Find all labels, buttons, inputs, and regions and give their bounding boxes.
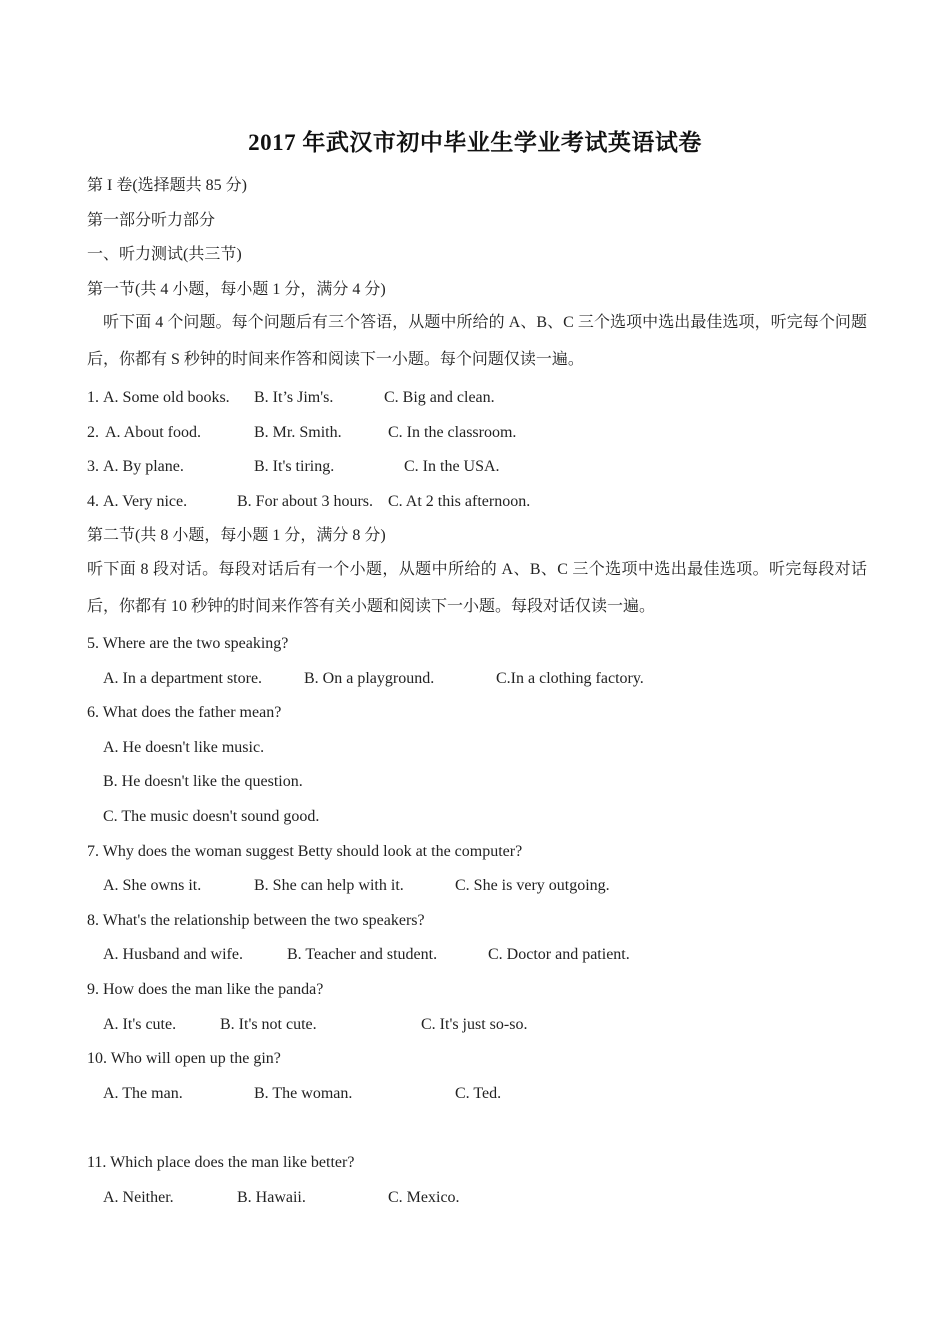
- question-7-option-a: A. She owns it.: [103, 877, 202, 894]
- question-10-option-b: B. The woman.: [254, 1085, 353, 1102]
- question-6-option-a: A. He doesn't like music.: [103, 739, 265, 756]
- question-9-option-a: A. It's cute.: [103, 1016, 177, 1033]
- question-6-option-c: C. The music doesn't sound good.: [103, 808, 320, 825]
- question-10-option-a: A. The man.: [103, 1085, 183, 1102]
- section2-header: 第二节(共 8 小题，每小题 1 分，满分 8 分): [87, 527, 386, 544]
- question-8-option-b: B. Teacher and student.: [287, 946, 438, 963]
- option-a: A. Some old books.: [103, 389, 230, 406]
- question-10-stem: 10. Who will open up the gin?: [87, 1050, 281, 1067]
- option-a: A. By plane.: [103, 458, 184, 475]
- part-header: 第一部分听力部分: [87, 212, 216, 229]
- option-b: B. It's tiring.: [254, 458, 335, 475]
- question-9-option-b: B. It's not cute.: [220, 1016, 317, 1033]
- question-5-option-b: B. On a playground.: [304, 670, 435, 687]
- option-c: C. In the classroom.: [388, 424, 517, 441]
- option-c: C. Big and clean.: [384, 389, 495, 406]
- question-5-option-c: C.In a clothing factory.: [496, 670, 644, 687]
- option-b: B. Mr. Smith.: [254, 424, 342, 441]
- question-7-option-b: B. She can help with it.: [254, 877, 404, 894]
- question-9-stem: 9. How does the man like the panda?: [87, 981, 324, 998]
- question-11-option-c: C. Mexico.: [388, 1189, 460, 1206]
- option-a: A. About food.: [105, 424, 201, 441]
- subsection-header: 一、听力测试(共三节): [87, 246, 242, 263]
- section-header: 第 I 卷(选择题共 85 分): [87, 177, 247, 194]
- option-a: A. Very nice.: [103, 493, 188, 510]
- page-title: 2017 年武汉市初中毕业生学业考试英语试卷: [248, 130, 702, 155]
- question-number: 4.: [87, 493, 99, 510]
- option-b: B. For about 3 hours.: [237, 493, 373, 510]
- question-9-option-c: C. It's just so-so.: [421, 1016, 528, 1033]
- section1-header: 第一节(共 4 小题，每小题 1 分，满分 4 分): [87, 281, 386, 298]
- question-6-stem: 6. What does the father mean?: [87, 704, 282, 721]
- question-11-stem: 11. Which place does the man like better?: [87, 1154, 355, 1171]
- question-5-option-a: A. In a department store.: [103, 670, 263, 687]
- question-8-option-a: A. Husband and wife.: [103, 946, 243, 963]
- option-b: B. It’s Jim's.: [254, 389, 334, 406]
- question-number: 3.: [87, 458, 99, 475]
- question-5-stem: 5. Where are the two speaking?: [87, 635, 289, 652]
- question-8-option-c: C. Doctor and patient.: [488, 946, 630, 963]
- question-7-option-c: C. She is very outgoing.: [455, 877, 610, 894]
- question-10-option-c: C. Ted.: [455, 1085, 502, 1102]
- question-7-stem: 7. Why does the woman suggest Betty should look at the computer?: [87, 843, 523, 860]
- question-number: 2.: [87, 424, 99, 441]
- question-8-stem: 8. What's the relationship between the two speakers?: [87, 912, 425, 929]
- option-c: C. At 2 this afternoon.: [388, 493, 531, 510]
- section1-instructions: 听下面 4 个问题。每个问题后有三个答语，从题中所给的 A、B、C 三个选项中选出最佳选项，听完每个问题后，你都有 S 秒钟的时间来作答和阅读下一小题。每个问题仅读一遍。: [87, 314, 867, 368]
- option-c: C. In the USA.: [404, 458, 500, 475]
- question-number: 1.: [87, 389, 99, 406]
- question-11-option-a: A. Neither.: [103, 1189, 174, 1206]
- section2-instructions: 听下面 8 段对话。每段对话后有一个小题，从题中所给的 A、B、C 三个选项中选出最佳选项。听完每段对话后，你都有 10 秒钟的时间来作答有关小题和阅读下一小题。每段对话仅读一遍。: [87, 561, 867, 615]
- question-6-option-b: B. He doesn't like the question.: [103, 773, 303, 790]
- question-11-option-b: B. Hawaii.: [237, 1189, 306, 1206]
